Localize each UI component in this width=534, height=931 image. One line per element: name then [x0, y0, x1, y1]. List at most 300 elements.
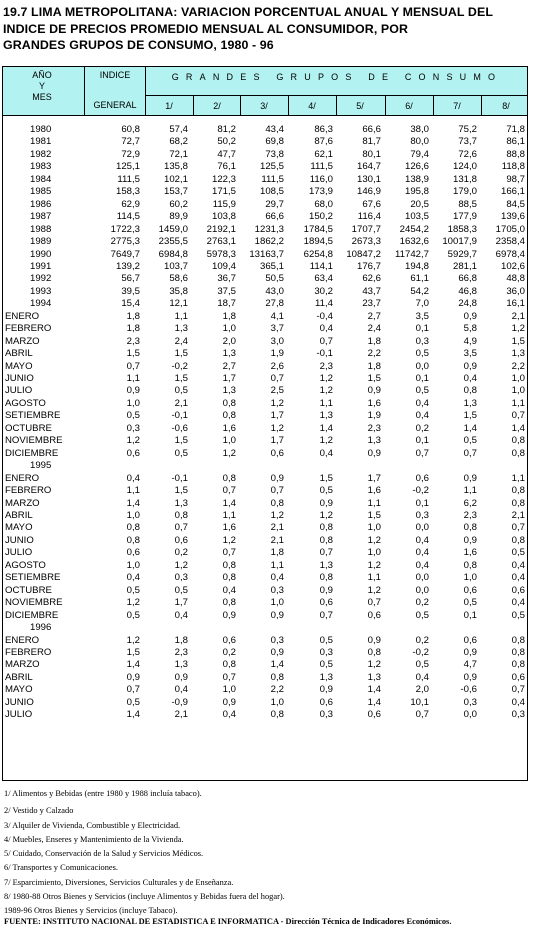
cell-index-general: 1,4 [126, 709, 140, 721]
cell-group-3: 43,0 [265, 285, 284, 297]
cell-group-6: 2,0 [415, 684, 429, 696]
cell-group-2: 50,2 [217, 136, 236, 148]
cell-index-general: 62,9 [121, 198, 140, 210]
cell-group-1: 58,6 [169, 273, 188, 285]
title-line-2: INDICE DE PRECIOS PROMEDIO MENSUAL AL CONSUMIDOR, POR [3, 21, 409, 36]
cell-group-5: 2,7 [367, 310, 381, 322]
row-label: 1995 [30, 460, 52, 472]
cell-group-5: 1,5 [367, 509, 381, 521]
cell-index-general: 39,5 [121, 285, 140, 297]
cell-group-1: 1,3 [174, 323, 188, 335]
table-row [2, 385, 528, 397]
cell-group-7: 0,8 [463, 385, 477, 397]
cell-group-6: 0,4 [415, 534, 429, 546]
cell-group-5: 1,3 [367, 671, 381, 683]
cell-group-4: 1,3 [319, 410, 333, 422]
cell-group-3: 1,7 [270, 410, 284, 422]
cell-group-4: 0,8 [319, 522, 333, 534]
cell-group-3: 0,9 [270, 472, 284, 484]
row-label: 1980 [30, 124, 52, 135]
cell-group-1: 35,8 [169, 285, 188, 297]
cell-group-5: 2673,3 [351, 236, 381, 248]
row-label: MARZO [5, 335, 40, 347]
cell-group-1: 103,7 [163, 260, 188, 272]
cell-group-3: 1,4 [270, 659, 284, 671]
row-label: OCTUBRE [5, 584, 52, 596]
cell-group-3: 1,9 [270, 348, 284, 360]
table-row [2, 149, 528, 161]
table-row [2, 323, 528, 335]
header-col-3: 3/ [260, 101, 268, 111]
row-label: 1984 [30, 173, 52, 185]
cell-group-7: 3,5 [463, 348, 477, 360]
cell-group-4: 1,5 [319, 472, 333, 484]
cell-group-5: 1,1 [367, 497, 381, 509]
cell-index-general: 0,5 [126, 410, 140, 422]
cell-group-7: 1,0 [463, 572, 477, 584]
cell-group-8: 6978,4 [495, 248, 525, 260]
cell-group-5: 0,9 [367, 385, 381, 397]
cell-group-4: 1,2 [319, 435, 333, 447]
cell-group-4: 0,5 [319, 634, 333, 646]
cell-group-1: -0,1 [171, 472, 188, 484]
cell-group-4: 111,5 [310, 161, 333, 173]
cell-group-7: -0,6 [460, 684, 477, 696]
cell-group-8: 0,8 [511, 485, 525, 496]
header-divider-col [288, 95, 289, 116]
row-label: 1985 [30, 186, 52, 198]
row-label: FEBRERO [5, 646, 52, 658]
cell-group-1: 1,5 [174, 485, 188, 496]
header-year-line-1: AÑO [32, 70, 52, 80]
cell-group-6: 138,9 [404, 173, 429, 185]
cell-group-1: 72,1 [169, 148, 188, 160]
cell-group-1: 1,3 [174, 497, 188, 509]
cell-group-3: 1231,3 [254, 223, 284, 235]
cell-group-2: 2763,1 [206, 236, 236, 248]
cell-group-1: 1,7 [174, 597, 188, 609]
cell-group-4: 0,7 [319, 609, 333, 621]
cell-group-2: 1,0 [222, 323, 236, 335]
cell-group-6: 0,4 [415, 671, 429, 683]
cell-group-2: 109,4 [211, 260, 236, 272]
cell-group-8: 0,4 [511, 559, 525, 571]
cell-group-3: 1862,2 [254, 236, 284, 248]
cell-group-3: 3,7 [270, 323, 284, 335]
table-row [2, 473, 528, 485]
cell-index-general: 1,2 [126, 435, 140, 447]
cell-group-5: 81,7 [362, 136, 381, 148]
cell-group-2: 0,6 [222, 634, 236, 646]
cell-group-5: 2,3 [367, 422, 381, 434]
cell-group-2: 0,7 [222, 671, 236, 683]
header-col-7: 7/ [453, 101, 461, 111]
cell-group-5: 1707,7 [351, 223, 381, 235]
cell-group-7: 10017,9 [442, 236, 477, 248]
cell-group-5: 1,6 [367, 485, 381, 496]
cell-group-2: 1,7 [222, 373, 236, 384]
table-row [2, 273, 528, 285]
row-label: 1994 [30, 298, 52, 310]
cell-index-general: 56,7 [121, 273, 140, 285]
row-label: NOVIEMBRE [5, 435, 63, 447]
cell-group-5: 2,4 [367, 323, 381, 335]
cell-group-6: 0,5 [415, 385, 429, 397]
cell-group-8: 0,8 [511, 435, 525, 447]
cell-group-6: 54,2 [410, 285, 429, 297]
cell-group-1: 0,4 [174, 684, 188, 696]
cell-group-3: 1,2 [270, 397, 284, 409]
cell-index-general: 0,7 [126, 684, 140, 696]
cell-index-general: 1,1 [126, 373, 140, 384]
cell-group-7: 0,6 [463, 584, 477, 596]
cell-group-5: 0,9 [367, 447, 381, 459]
cell-group-2: 0,8 [222, 397, 236, 409]
cell-group-7: 0,9 [463, 534, 477, 546]
header-col-5: 5/ [356, 101, 364, 111]
cell-group-8: 1,1 [511, 397, 525, 409]
cell-group-3: 2,5 [270, 385, 284, 397]
cell-group-7: 0,9 [463, 671, 477, 683]
cell-group-6: 10,1 [410, 696, 429, 708]
cell-group-7: 0,8 [463, 559, 477, 571]
row-label: MARZO [5, 659, 40, 671]
row-label: 1982 [30, 148, 52, 160]
row-label: SETIEMBRE [5, 572, 61, 584]
cell-group-3: 73,8 [265, 148, 284, 160]
cell-index-general: 139,2 [115, 260, 140, 272]
cell-group-7: 179,0 [452, 186, 477, 198]
cell-group-1: 2,3 [174, 646, 188, 658]
cell-group-8: 88,8 [506, 148, 525, 160]
cell-group-5: 23,7 [362, 298, 381, 310]
cell-group-1: 2,4 [174, 335, 188, 347]
cell-group-5: 146,9 [356, 186, 381, 198]
cell-index-general: 1,0 [126, 397, 140, 409]
cell-group-7: 0,1 [463, 609, 477, 621]
cell-group-8: 1,0 [511, 385, 525, 397]
row-label: ENERO [5, 472, 40, 484]
cell-group-3: 1,1 [270, 559, 284, 571]
table-row [2, 236, 528, 248]
cell-group-7: 1858,3 [447, 223, 477, 235]
cell-group-4: 68,0 [314, 198, 333, 210]
cell-group-7: 0,9 [463, 472, 477, 484]
cell-group-7: 4,9 [463, 335, 477, 347]
row-label: ENERO [5, 310, 40, 322]
cell-group-6: 0,2 [415, 597, 429, 609]
cell-group-5: 10847,2 [346, 248, 381, 260]
row-label: ABRIL [5, 348, 33, 360]
cell-group-8: 86,1 [506, 136, 525, 148]
cell-group-7: 6,2 [463, 497, 477, 509]
table-row [2, 560, 528, 572]
cell-group-2: 0,4 [222, 584, 236, 596]
cell-group-7: 0,5 [463, 597, 477, 609]
cell-index-general: 1,5 [126, 348, 140, 360]
cell-group-2: 0,7 [222, 485, 236, 496]
cell-index-general: 125,1 [115, 161, 140, 173]
cell-group-4: 0,7 [319, 547, 333, 559]
table-row [2, 423, 528, 435]
cell-group-6: 0,4 [415, 547, 429, 559]
cell-group-7: 0,4 [463, 373, 477, 384]
cell-index-general: 1,4 [126, 659, 140, 671]
cell-index-general: 0,4 [126, 472, 140, 484]
cell-group-4: 1,1 [319, 397, 333, 409]
row-label: MAYO [5, 360, 33, 372]
cell-group-3: 0,3 [270, 584, 284, 596]
cell-group-2: 18,7 [217, 298, 236, 310]
cell-group-6: 0,2 [415, 634, 429, 646]
cell-group-7: 1,5 [463, 410, 477, 422]
cell-group-8: 0,8 [511, 634, 525, 646]
cell-group-2: 5978,3 [206, 248, 236, 260]
cell-group-8: 36,0 [506, 285, 525, 297]
cell-group-1: 0,3 [174, 572, 188, 584]
cell-group-8: 0,7 [511, 522, 525, 534]
cell-group-6: 2454,2 [399, 223, 429, 235]
cell-group-3: 125,5 [259, 161, 284, 173]
cell-group-1: 68,2 [169, 136, 188, 148]
cell-group-2: 171,5 [211, 186, 236, 198]
header-index-label [86, 70, 144, 111]
table-row [2, 572, 528, 584]
row-label: 1988 [30, 223, 52, 235]
cell-group-5: 1,0 [367, 547, 381, 559]
cell-group-6: 0,4 [415, 559, 429, 571]
cell-group-7: 177,9 [452, 211, 477, 223]
cell-group-4: 1,4 [319, 422, 333, 434]
cell-group-6: 194,8 [404, 260, 429, 272]
cell-group-1: 89,9 [169, 211, 188, 223]
table-row [2, 610, 528, 622]
cell-group-2: 0,8 [222, 559, 236, 571]
header-year-label [14, 70, 70, 103]
table-row [2, 174, 528, 186]
cell-group-4: 87,6 [314, 136, 333, 148]
cell-group-1: 1,1 [174, 310, 188, 322]
cell-index-general: 1,5 [126, 646, 140, 658]
cell-group-3: 29,7 [265, 198, 284, 210]
cell-group-6: 11742,7 [395, 248, 429, 260]
footnote: 8/ 1980-88 Otros Bienes y Servicios (incluye Alimentos y Bebidas fuera del hogar). [4, 892, 285, 901]
cell-group-3: 365,1 [259, 260, 284, 272]
cell-group-3: 66,6 [265, 211, 284, 223]
table-row [2, 672, 528, 684]
cell-group-3: 13163,7 [249, 248, 284, 260]
title-line-1: 19.7 LIMA METROPOLITANA: VARIACION PORCENTUAL ANUAL Y MENSUAL DEL [3, 5, 493, 19]
cell-group-3: 0,7 [270, 485, 284, 496]
cell-group-8: 0,7 [511, 410, 525, 422]
cell-index-general: 1,0 [126, 509, 140, 521]
cell-index-general: 0,4 [126, 572, 140, 584]
header-divider-col [433, 95, 434, 116]
cell-index-general: 0,5 [126, 696, 140, 708]
header-col-8: 8/ [502, 101, 510, 111]
cell-group-7: 0,9 [463, 360, 477, 372]
cell-group-2: 0,4 [222, 709, 236, 721]
cell-group-5: 1,4 [367, 684, 381, 696]
cell-group-5: 130,1 [356, 173, 381, 185]
cell-group-6: 0,1 [415, 435, 429, 447]
header-divider-col [336, 95, 337, 116]
cell-group-3: 43,4 [265, 124, 284, 135]
cell-group-6: 0,7 [415, 709, 429, 721]
row-label: JULIO [5, 385, 33, 397]
cell-group-5: 1,8 [367, 360, 381, 372]
cell-group-1: -0,2 [171, 360, 188, 372]
table-title [3, 4, 531, 54]
cell-group-5: 80,1 [362, 148, 381, 160]
cell-group-3: 4,1 [270, 310, 284, 322]
cell-group-5: 1,8 [367, 335, 381, 347]
cell-group-2: 1,6 [222, 422, 236, 434]
cell-group-5: 1,2 [367, 534, 381, 546]
cell-group-1: 1,5 [174, 373, 188, 384]
cell-group-1: -0,9 [171, 696, 188, 708]
cell-group-1: 1,2 [174, 559, 188, 571]
cell-group-6: 126,6 [404, 161, 429, 173]
cell-group-4: -0,1 [316, 348, 333, 360]
cell-group-5: 0,6 [367, 609, 381, 621]
row-label: NOVIEMBRE [5, 597, 63, 609]
cell-group-3: 1,7 [270, 435, 284, 447]
cell-group-7: 1,1 [463, 485, 477, 496]
cell-group-6: 0,0 [415, 572, 429, 584]
row-label: 1981 [30, 136, 52, 148]
row-label: JUNIO [5, 373, 34, 384]
cell-group-3: 1,8 [270, 547, 284, 559]
row-label: FEBRERO [5, 323, 52, 335]
cell-group-8: 0,8 [511, 659, 525, 671]
cell-group-7: 0,5 [463, 435, 477, 447]
cell-group-1: -0,1 [171, 410, 188, 422]
cell-group-7: 73,7 [458, 136, 477, 148]
header-col-4: 4/ [308, 101, 316, 111]
cell-index-general: 158,3 [115, 186, 140, 198]
table-row [2, 460, 528, 472]
cell-index-general: 0,5 [126, 584, 140, 596]
table-row [2, 286, 528, 298]
table-row [2, 547, 528, 559]
cell-group-6: 0,0 [415, 360, 429, 372]
cell-group-3: 1,0 [270, 597, 284, 609]
row-label: ABRIL [5, 671, 33, 683]
cell-group-2: 2,0 [222, 335, 236, 347]
cell-group-4: 0,8 [319, 572, 333, 584]
cell-group-7: 0,9 [463, 646, 477, 658]
footnote: 5/ Cuidado, Conservación de la Salud y Servicios Médicos. [4, 849, 204, 858]
table-row [2, 647, 528, 659]
table-row [2, 659, 528, 671]
cell-group-6: -0,2 [412, 646, 429, 658]
cell-group-3: 1,2 [270, 422, 284, 434]
cell-group-2: 0,7 [222, 547, 236, 559]
table-row [2, 597, 528, 609]
cell-index-general: 0,6 [126, 547, 140, 559]
table-row [2, 186, 528, 198]
cell-group-4: 86,3 [314, 124, 333, 135]
row-label: JUNIO [5, 534, 34, 546]
cell-group-7: 5,8 [463, 323, 477, 335]
cell-group-4: 2,3 [319, 360, 333, 372]
cell-group-1: 153,7 [163, 186, 188, 198]
table-row [2, 635, 528, 647]
row-label: OCTUBRE [5, 422, 52, 434]
cell-group-1: 0,2 [174, 547, 188, 559]
cell-group-6: 20,5 [410, 198, 429, 210]
table-row [2, 161, 528, 173]
title-line-3: GRANDES GRUPOS DE CONSUMO, 1980 - 96 [3, 38, 274, 52]
cell-group-6: 0,6 [415, 472, 429, 484]
table-row [2, 510, 528, 522]
cell-group-2: 0,9 [222, 696, 236, 708]
cell-group-8: 0,8 [511, 534, 525, 546]
cell-group-5: 62,6 [362, 273, 381, 285]
row-label: 1986 [30, 198, 52, 210]
cell-group-6: 38,0 [410, 124, 429, 135]
cell-group-8: 0,4 [511, 696, 525, 708]
cell-group-6: 0,2 [415, 422, 429, 434]
cell-group-8: 0,5 [511, 547, 525, 559]
cell-group-4: 0,5 [319, 659, 333, 671]
header-groups-label: GRANDES GRUPOS DE CONSUMO [171, 72, 503, 82]
table-row [2, 373, 528, 385]
cell-group-8: 1,4 [511, 422, 525, 434]
table-row [2, 261, 528, 273]
cell-group-3: 0,7 [270, 373, 284, 384]
row-label: 1989 [30, 236, 52, 248]
cell-group-1: -0,6 [171, 422, 188, 434]
cell-group-8: 0,6 [511, 584, 525, 596]
cell-group-2: 1,2 [222, 534, 236, 546]
cell-index-general: 0,8 [126, 534, 140, 546]
cell-group-4: 1894,5 [303, 236, 333, 248]
row-label: 1992 [30, 273, 52, 285]
cell-group-8: 0,4 [511, 597, 525, 609]
table-row [2, 348, 528, 360]
cell-group-4: 0,5 [319, 485, 333, 496]
header-divider-col [385, 95, 386, 116]
cell-index-general: 1,8 [126, 323, 140, 335]
cell-group-4: 1,2 [319, 385, 333, 397]
cell-index-general: 0,9 [126, 385, 140, 397]
cell-group-6: 0,1 [415, 497, 429, 509]
cell-group-4: 0,3 [319, 646, 333, 658]
cell-group-6: 0,7 [415, 447, 429, 459]
cell-group-3: 0,4 [270, 572, 284, 584]
cell-group-4: 114,1 [309, 260, 333, 272]
header-divider-col [481, 95, 482, 116]
row-label: 1991 [30, 260, 52, 272]
cell-group-2: 0,8 [222, 597, 236, 609]
cell-group-6: 61,1 [410, 273, 429, 285]
cell-group-4: 1,3 [319, 671, 333, 683]
cell-index-general: 72,9 [121, 148, 140, 160]
cell-group-3: 0,6 [270, 447, 284, 459]
header-divider-year [84, 66, 85, 116]
cell-group-1: 1,5 [174, 348, 188, 360]
cell-group-2: 0,2 [222, 646, 236, 658]
header-divider-col [240, 95, 241, 116]
cell-group-2: 1,3 [222, 348, 236, 360]
cell-index-general: 1,0 [126, 559, 140, 571]
cell-group-7: 281,1 [452, 260, 477, 272]
cell-index-general: 0,7 [126, 360, 140, 372]
footnote: 1989-96 Otros Bienes y Servicios (incluye Tabaco). [4, 906, 178, 915]
header-col-1: 1/ [165, 101, 173, 111]
